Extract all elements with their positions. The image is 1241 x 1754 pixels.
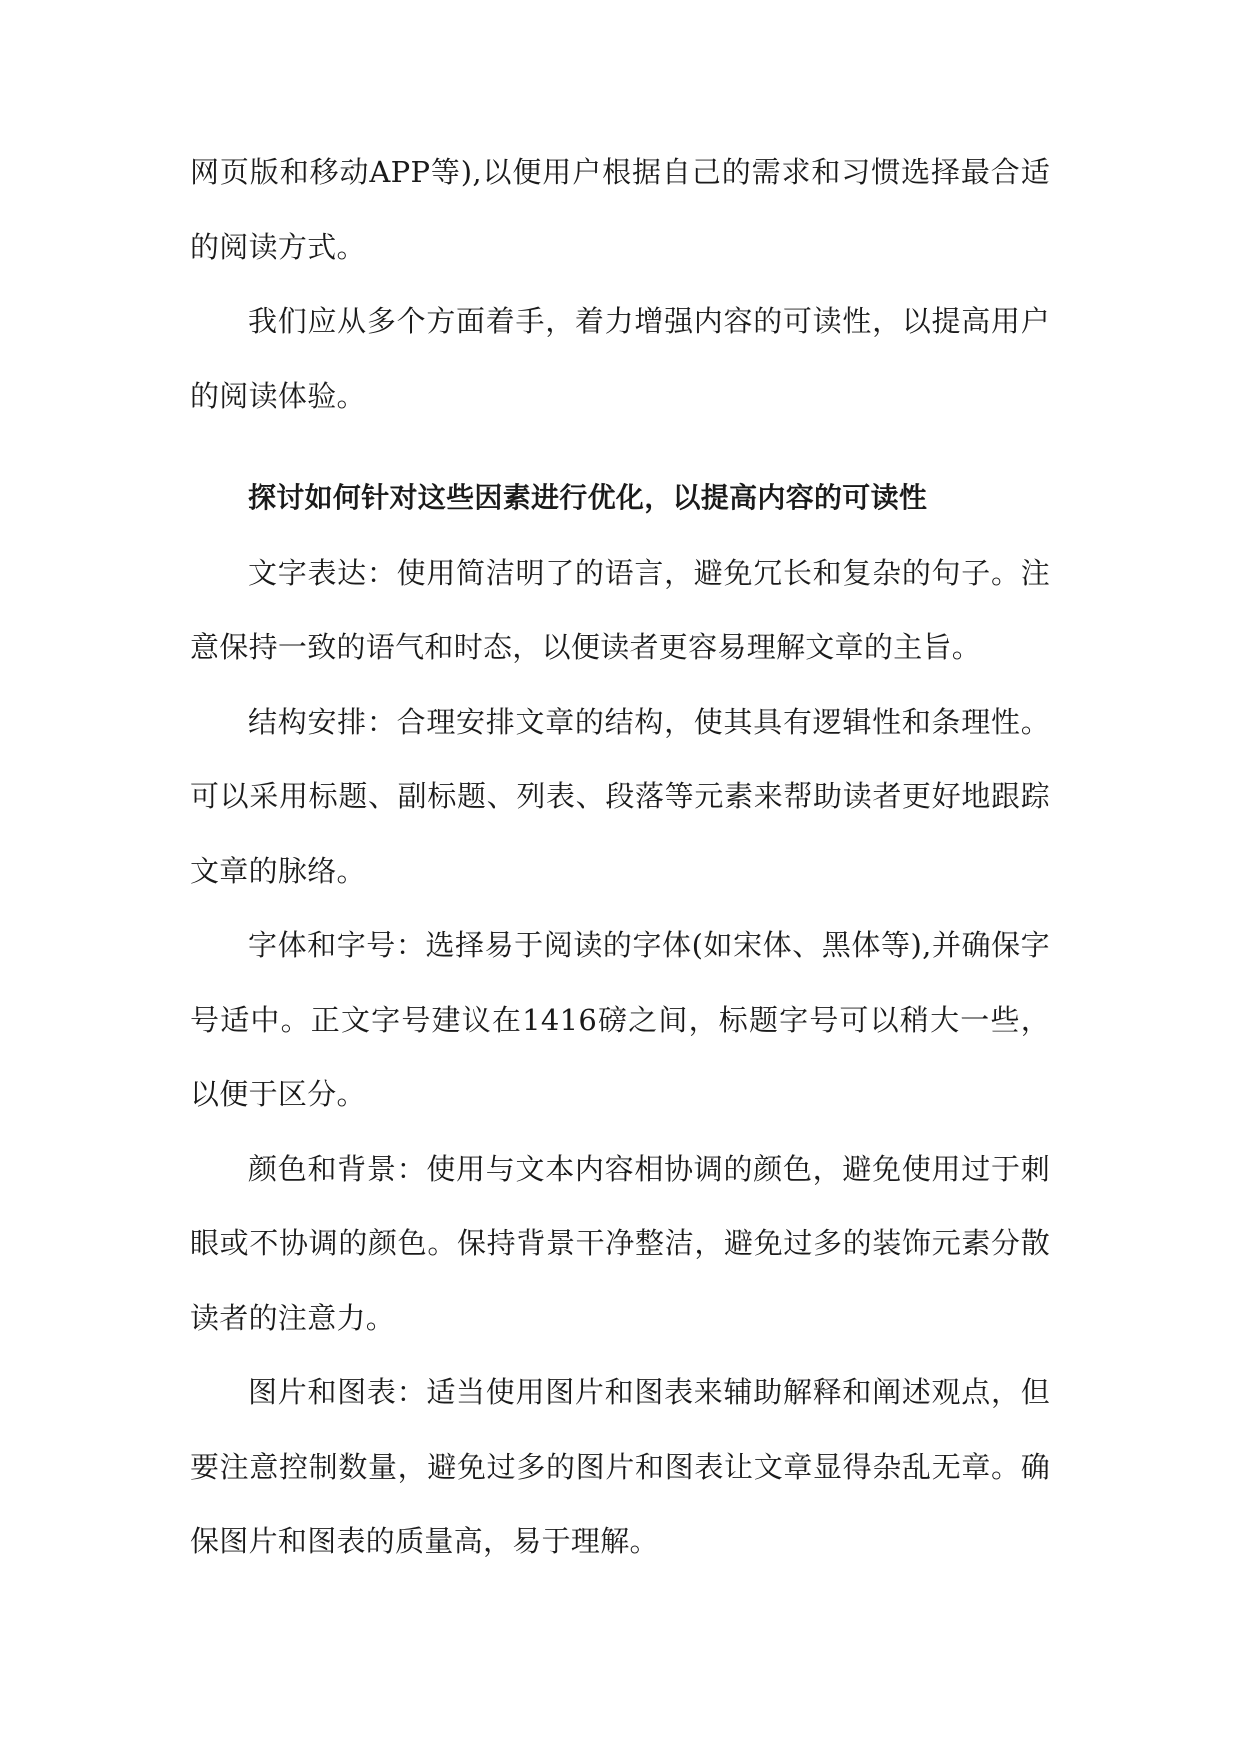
paragraph-continued: 网页版和移动APP等),以便用户根据自己的需求和习惯选择最合适的阅读方式。 [190, 155, 1050, 264]
paragraph-font-size: 字体和字号：选择易于阅读的字体(如宋体、黑体等),并确保字号适中。正文字号建议在1416磅之间，标题字号可以稍大一些，以便于区分。 [190, 928, 1050, 1111]
section-heading: 探讨如何针对这些因素进行优化，以提高内容的可读性 [248, 481, 928, 514]
paragraph-text-expression: 文字表达：使用简洁明了的语言，避免冗长和复杂的句子。注意保持一致的语气和时态，以便读者更容易理解文章的主旨。 [190, 555, 1050, 664]
paragraph-structure: 结构安排：合理安排文章的结构，使其具有逻辑性和条理性。可以采用标题、副标题、列表、段落等元素来帮助读者更好地跟踪文章的脉络。 [190, 704, 1050, 888]
document-body [190, 135, 1050, 1579]
paragraph-images-charts: 图片和图表：适当使用图片和图表来辅助解释和阐述观点，但要注意控制数量，避免过多的图片和图表让文章显得杂乱无章。确保图片和图表的质量高，易于理解。 [190, 1375, 1050, 1558]
paragraph-color-background: 颜色和背景：使用与文本内容相协调的颜色，避免使用过于刺眼或不协调的颜色。保持背景干净整洁，避免过多的装饰元素分散读者的注意力。 [190, 1151, 1050, 1335]
paragraph-summary: 我们应从多个方面着手，着力增强内容的可读性，以提高用户的阅读体验。 [190, 304, 1050, 413]
